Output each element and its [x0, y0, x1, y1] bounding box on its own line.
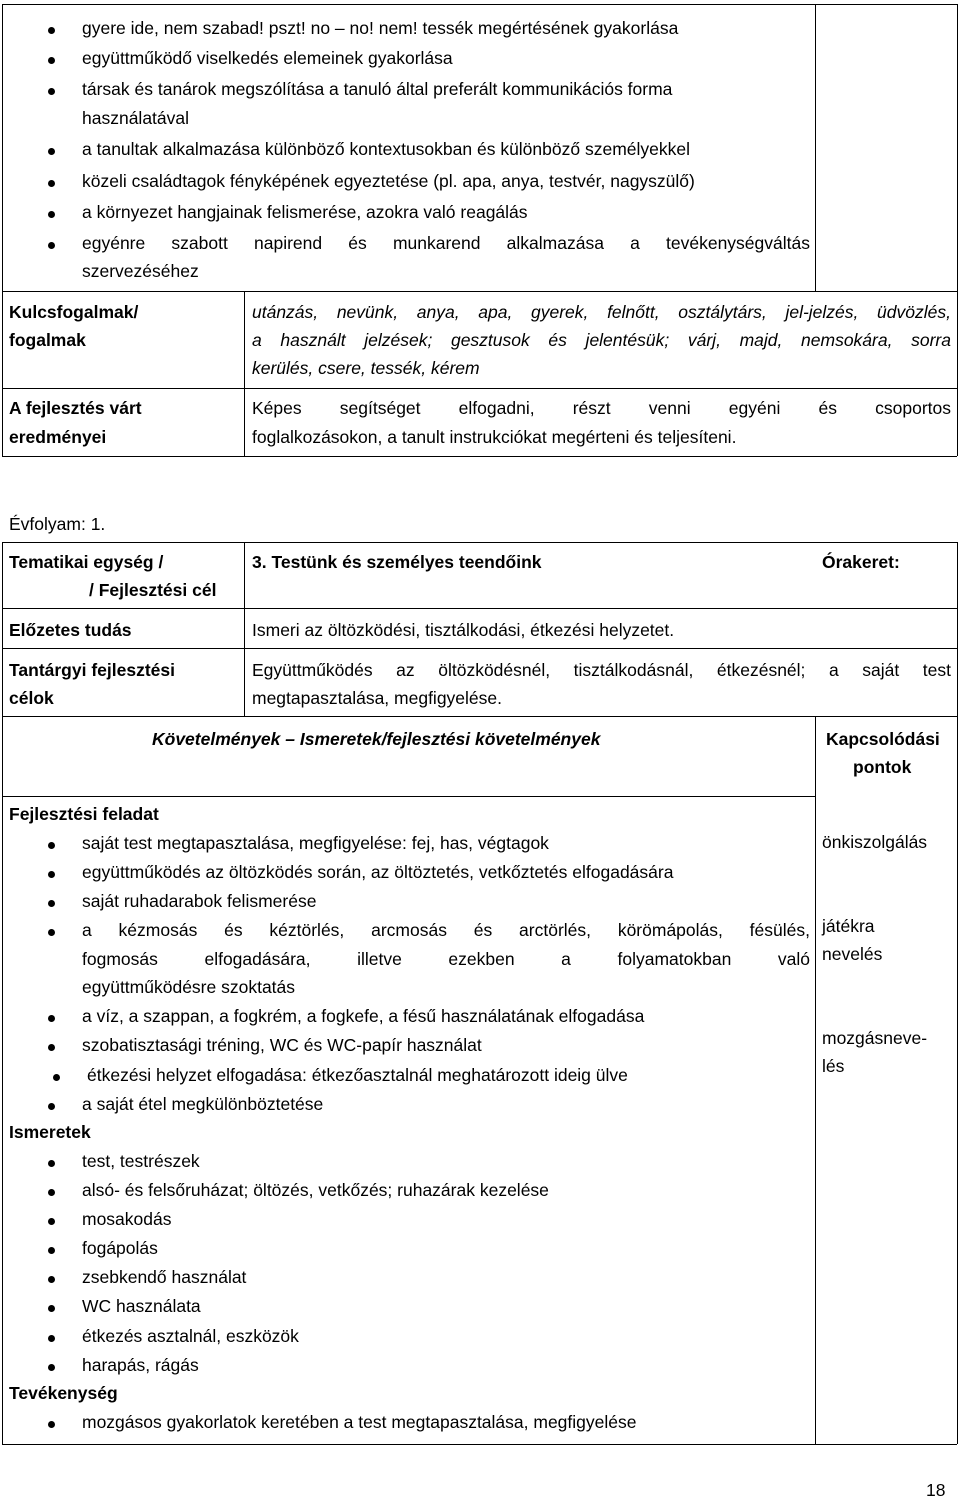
kulcsfogalmak-label: Kulcsfogalmak/ — [9, 302, 139, 322]
kapcsolodasi-item: önkiszolgálás — [822, 832, 928, 852]
celok-text: Együttműködés az öltözködésnél, tisztálkodásnál, étkezésnél; a saját test — [252, 660, 951, 680]
list-item: a kézmosás és kéztörlés, arcmosás és arctörlés, körömápolás, fésülés, — [82, 920, 810, 940]
kulcsfogalmak-label: fogalmak — [9, 330, 86, 350]
kapcsolodasi-pontok-header: Kapcsolódási — [826, 729, 940, 749]
second-table-border — [2, 1444, 957, 1445]
kovetelmenyek-header: Követelmények – Ismeretek/fejlesztési követelmények — [152, 729, 601, 749]
list-item-continuation: használatával — [82, 108, 190, 128]
list-item: a tanultak alkalmazása különböző kontextusokban és különböző személyekkel — [82, 139, 690, 159]
top-table-divider — [2, 291, 957, 292]
top-table-border — [2, 456, 957, 457]
second-table-border — [2, 542, 3, 1444]
top-table-border — [957, 4, 958, 456]
kapcsolodasi-item: mozgásneve- — [822, 1028, 928, 1048]
list-item: saját test megtapasztalása, megfigyelése: fej, has, végtagok — [82, 833, 549, 853]
list-item: mozgásos gyakorlatok keretében a test megtapasztalása, megfigyelése — [82, 1412, 637, 1432]
kapcsolodasi-item: nevelés — [822, 944, 883, 964]
second-table-divider — [815, 716, 816, 1444]
list-item-continuation: fogmosás elfogadására, illetve ezekben a folyamatokban való — [82, 949, 810, 969]
list-item: szobatisztasági tréning, WC és WC-papír használat — [82, 1035, 482, 1055]
top-table-divider — [244, 291, 245, 456]
top-table-divider — [2, 388, 957, 389]
top-table-border — [2, 4, 957, 5]
fejlesztesi-feladat-heading: Fejlesztési feladat — [9, 804, 159, 824]
celok-text: megtapasztalása, megfigyelése. — [252, 688, 502, 708]
celok-label: Tantárgyi fejlesztési — [9, 660, 175, 680]
eredmenyek-text: Képes segítséget elfogadni, részt venni egyéni és csoportos — [252, 398, 951, 418]
kapcsolodasi-item: lés — [822, 1056, 845, 1076]
eredmenyek-label: A fejlesztés várt — [9, 398, 142, 418]
list-item: WC használata — [82, 1296, 201, 1316]
list-item-continuation: szervezéséhez — [82, 261, 199, 281]
list-item: harapás, rágás — [82, 1355, 199, 1375]
tevekenyseg-heading: Tevékenység — [9, 1383, 118, 1403]
list-item: alsó- és felsőruházat; öltözés, vetkőzés; ruhazárak kezelése — [82, 1180, 549, 1200]
elozetes-tudas-text: Ismeri az öltözködési, tisztálkodási, étkezési helyzetet. — [252, 620, 675, 640]
list-item: gyere ide, nem szabad! pszt! no – no! nem! tessék megértésének gyakorlása — [82, 18, 679, 38]
orakeret-label: Órakeret: — [822, 552, 900, 572]
kapcsolodasi-pontok-header: pontok — [853, 757, 912, 777]
second-table-border — [2, 542, 957, 543]
celok-label: célok — [9, 688, 54, 708]
kulcsfogalmak-text: utánzás, nevünk, anya, apa, gyerek, felnőtt, osztálytárs, jel-jelzés, üdvözlés, — [252, 302, 951, 322]
list-item: étkezési helyzet elfogadása: étkezőasztalnál meghatározott ideig ülve — [87, 1065, 628, 1085]
list-item: együttműködés az öltözködés során, az öltöztetés, vetkőztetés elfogadására — [82, 862, 674, 882]
tematikai-egyseg-label: Tematikai egység / — [9, 552, 164, 572]
second-table-divider — [2, 716, 957, 717]
second-table-border — [957, 542, 958, 1444]
list-item: fogápolás — [82, 1238, 158, 1258]
second-table-divider — [2, 608, 957, 609]
eredmenyek-label: eredményei — [9, 427, 107, 447]
evfolyam-heading: Évfolyam: 1. — [9, 514, 106, 534]
unit-title: 3. Testünk és személyes teendőink — [252, 552, 542, 572]
list-item: közeli családtagok fényképének egyeztetése (pl. apa, anya, testvér, nagyszülő) — [82, 171, 695, 191]
list-item: társak és tanárok megszólítása a tanuló által preferált kommunikációs forma — [82, 79, 673, 99]
second-table-divider — [244, 542, 245, 716]
list-item: mosakodás — [82, 1209, 172, 1229]
second-table-divider — [2, 648, 957, 649]
ismeretek-heading: Ismeretek — [9, 1122, 91, 1142]
fejlesztesi-cel-label: / Fejlesztési cél — [89, 580, 217, 600]
eredmenyek-text: foglalkozásokon, a tanult instrukciókat megérteni és teljesíteni. — [252, 427, 737, 447]
list-item: a saját étel megkülönböztetése — [82, 1094, 324, 1114]
list-item: étkezés asztalnál, eszközök — [82, 1326, 299, 1346]
elozetes-tudas-label: Előzetes tudás — [9, 620, 132, 640]
second-table-divider — [2, 796, 815, 797]
list-item: együttműködő viselkedés elemeinek gyakorlása — [82, 48, 453, 68]
list-item: zsebkendő használat — [82, 1267, 247, 1287]
top-table-divider — [815, 4, 816, 291]
kapcsolodasi-item: játékra — [822, 916, 875, 936]
kulcsfogalmak-text: kerülés, csere, tessék, kérem — [252, 358, 480, 378]
list-item: a környezet hangjainak felismerése, azokra való reagálás — [82, 202, 528, 222]
kulcsfogalmak-text: a használt jelzések; gesztusok és jelentésük; várj, majd, nemsokára, sorra — [252, 330, 951, 350]
list-item-continuation: együttműködésre szoktatás — [82, 977, 296, 997]
list-item: a víz, a szappan, a fogkrém, a fogkefe, a fésű használatának elfogadása — [82, 1006, 645, 1026]
list-item: egyénre szabott napirend és munkarend alkalmazása a tevékenységváltás — [82, 233, 810, 253]
list-item: saját ruhadarabok felismerése — [82, 891, 317, 911]
list-item: test, testrészek — [82, 1151, 200, 1171]
page-number: 18 — [926, 1480, 946, 1500]
